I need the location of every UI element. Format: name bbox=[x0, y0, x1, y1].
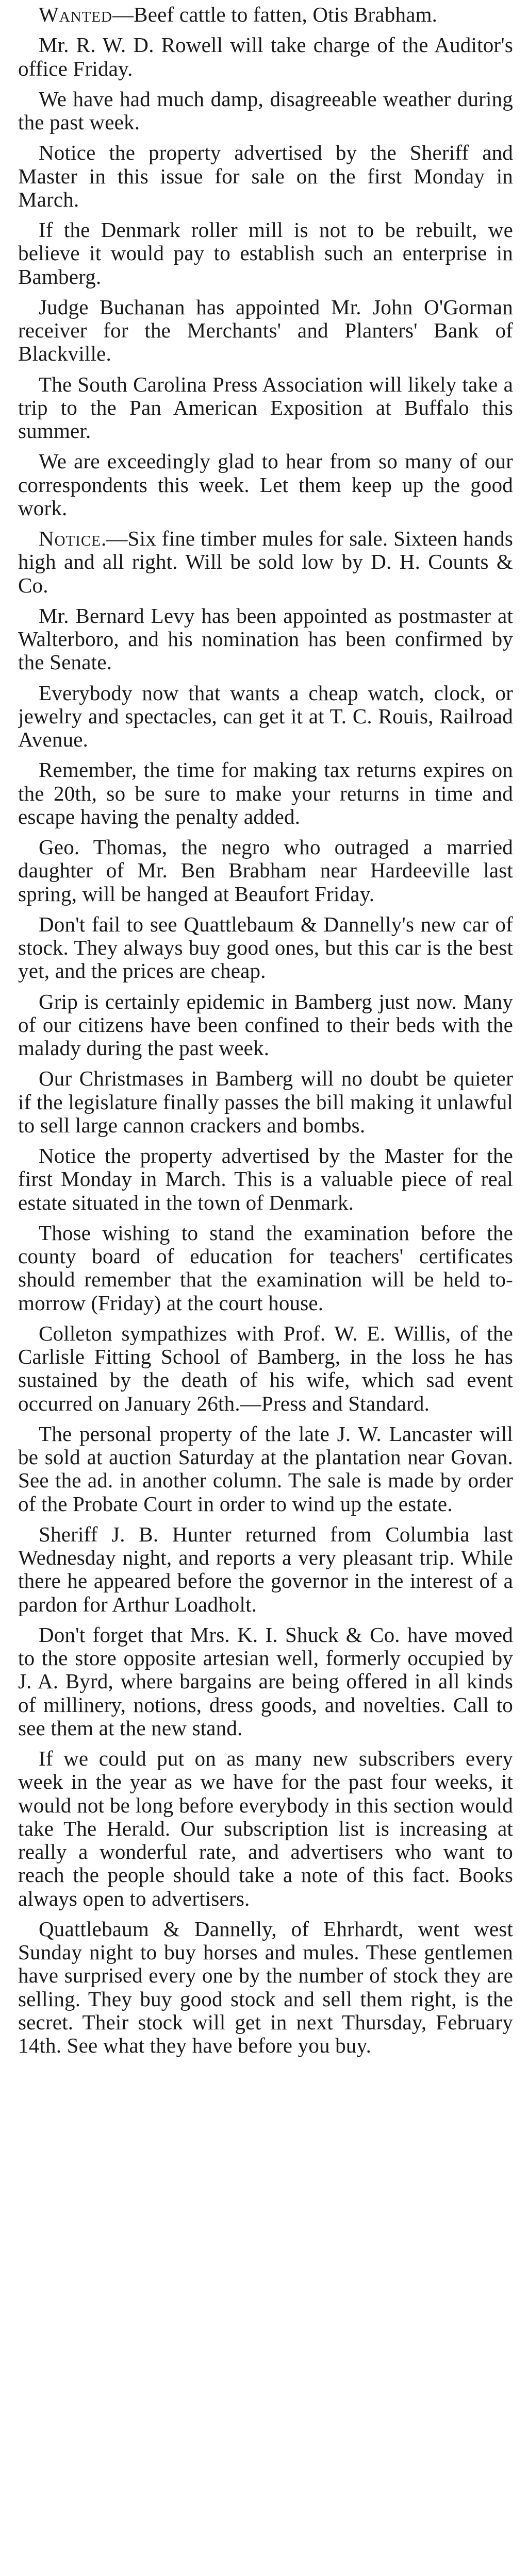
news-item: Notice the property advertised by the Sheriff and Master in this issue for sale on the first Monday in March. bbox=[18, 141, 513, 211]
news-item: If we could put on as many new subscribers every week in the year as we have for the past four weeks, it would not be long before everybody in this section would take The Herald. Our subscription list is increasing at really a wonderful rate, and advertisers who want to reach the people should take a note of this fact. Books always open to advertisers. bbox=[18, 1747, 513, 1910]
item-text: .—Six fine timber mules for sale. Sixteen hands high and all right. Will be sold low by D. H. Counts & Co. bbox=[18, 527, 513, 597]
news-item: Quattlebaum & Dannelly, of Ehrhardt, went west Sunday night to buy horses and mules. These gentlemen have surprised every one by the number of stock they are selling. They buy good stock and sell them right, is the secret. Their stock will get in next Thursday, February 14th. See what they have before you buy. bbox=[18, 1917, 513, 2057]
news-item: Our Christmases in Bamberg will no doubt be quieter if the legislature finally passes the bill making it unlawful to sell large cannon crackers and bombs. bbox=[18, 1066, 513, 1137]
news-item: Notice the property advertised by the Master for the first Monday in March. This is a valuable piece of real estate situated in the town of Denmark. bbox=[18, 1144, 513, 1214]
news-item: The South Carolina Press Association will likely take a trip to the Pan American Exposition at Buffalo this summer. bbox=[18, 372, 513, 443]
item-text: —Beef cattle to fatten, Otis Brabham. bbox=[112, 3, 438, 26]
news-item: Sheriff J. B. Hunter returned from Columbia last Wednesday night, and reports a very pleasant trip. While there he appeared before the governor in the interest of a pardon for Arthur Loadholt. bbox=[18, 1522, 513, 1616]
item-lead: Notice bbox=[39, 527, 101, 550]
news-column bbox=[18, 3, 513, 2576]
news-item: Geo. Thomas, the negro who outraged a married daughter of Mr. Ben Brabham near Hardeeville last spring, will be hanged at Beaufort Friday. bbox=[18, 835, 513, 906]
news-item: Don't fail to see Quattlebaum & Dannelly's new car of stock. They always buy good ones, but this car is the best yet, and the prices are cheap. bbox=[18, 912, 513, 983]
news-item: Don't forget that Mrs. K. I. Shuck & Co. have moved to the store opposite artesian well, formerly occupied by J. A. Byrd, where bargains are being offered in all kinds of millinery, notions, dress goods, and novelties. Call to see them at the new stand. bbox=[18, 1622, 513, 1740]
item-lead: Wanted bbox=[39, 3, 112, 26]
news-item: Mr. Bernard Levy has been appointed as postmaster at Walterboro, and his nomination has been confirmed by the Senate. bbox=[18, 603, 513, 674]
news-item: If the Denmark roller mill is not to be rebuilt, we believe it would pay to establish such an enterprise in Bamberg. bbox=[18, 218, 513, 289]
news-item: We are exceedingly glad to hear from so many of our correspondents this week. Let them keep up the good work. bbox=[18, 449, 513, 520]
news-item: Remember, the time for making tax returns expires on the 20th, so be sure to make your returns in time and escape having the penalty added. bbox=[18, 758, 513, 828]
news-item: Colleton sympathizes with Prof. W. E. Willis, of the Carlisle Fitting School of Bamberg, in the loss he has sustained by the death of his wife, which sad event occurred on January 26th.—Press and Standard. bbox=[18, 1321, 513, 1415]
news-item: Judge Buchanan has appointed Mr. John O'Gorman receiver for the Merchants' and Planters' Bank of Blackville. bbox=[18, 295, 513, 366]
news-item bbox=[18, 3, 513, 26]
news-item: We have had much damp, disagreeable weather during the past week. bbox=[18, 87, 513, 134]
news-item: Those wishing to stand the examination before the county board of education for teachers' certificates should remember that the examination will be held to-morrow (Friday) at the court house. bbox=[18, 1221, 513, 1315]
news-item: Mr. R. W. D. Rowell will take charge of the Auditor's office Friday. bbox=[18, 33, 513, 80]
news-item: Grip is certainly epidemic in Bamberg just now. Many of our citizens have been confined to their beds with the malady during the past week. bbox=[18, 989, 513, 1060]
news-item: The personal property of the late J. W. Lancaster will be sold at auction Saturday at the plantation near Govan. See the ad. in another column. The sale is made by order of the Probate Court in order to wind up the estate. bbox=[18, 1421, 513, 1516]
news-item: Everybody now that wants a cheap watch, clock, or jewelry and spectacles, can get it at T. C. Rouis, Railroad Avenue. bbox=[18, 681, 513, 751]
news-item bbox=[18, 527, 513, 597]
